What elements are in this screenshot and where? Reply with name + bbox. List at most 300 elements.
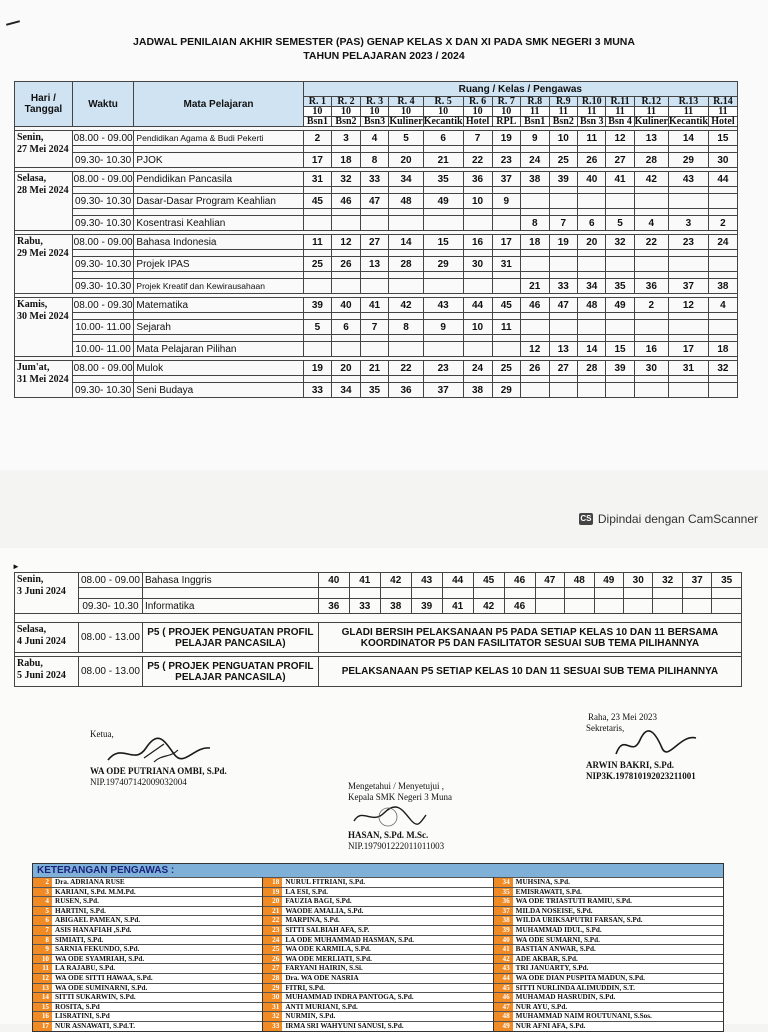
day-cell xyxy=(15,298,73,357)
pengawas-row xyxy=(263,1021,492,1031)
day-cell xyxy=(15,623,79,653)
room-k-8: 11 xyxy=(520,107,549,117)
pengawas-number: 36 xyxy=(634,279,668,294)
pengawas-number: 18 xyxy=(708,342,737,357)
pengawas-number: 37 xyxy=(669,279,709,294)
pengawas-row xyxy=(33,954,262,964)
pengawas-name: LISRATINI, S.Pd xyxy=(55,1012,110,1021)
time-cell: 09.30- 10.30 xyxy=(72,153,134,168)
document-title: JADWAL PENILAIAN AKHIR SEMESTER (PAS) GENAP KELAS X DAN XI PADA SMK NEGERI 3 MUNA xyxy=(133,36,635,48)
pengawas-number: 33 xyxy=(303,383,332,398)
pengawas-number: 19 xyxy=(549,235,578,250)
subject-cell: Dasar-Dasar Program Keahlian xyxy=(134,194,303,209)
pengawas-number: 41 xyxy=(360,298,389,313)
pengawas-number: 19 xyxy=(303,361,332,376)
pengawas-no: 17 xyxy=(33,1022,52,1031)
pengawas-number: 38 xyxy=(520,172,549,187)
pengawas-name: ADE AKBAR, S.Pd. xyxy=(515,954,578,963)
pengawas-row xyxy=(263,963,492,973)
pen-mark xyxy=(6,20,20,26)
mengetahui-label: Mengetahui / Menyetujui , xyxy=(348,781,444,791)
pengawas-number: 40 xyxy=(578,172,606,187)
pengawas-number: 30 xyxy=(623,573,652,588)
pengawas-number: 43 xyxy=(423,298,463,313)
pengawas-number: 30 xyxy=(708,153,737,168)
day-date: 27 Mei 2024 xyxy=(17,144,69,155)
pengawas-number xyxy=(389,216,423,231)
pengawas-row xyxy=(263,983,492,993)
pengawas-name: SITTI SALBIAH AFA, S.P. xyxy=(285,925,370,934)
day-cell xyxy=(15,361,73,398)
pengawas-name: MUHAMAD HASRUDIN, S.Pd. xyxy=(515,993,616,1002)
day-cell xyxy=(15,131,73,168)
pengawas-row xyxy=(263,896,492,906)
pengawas-no: 5 xyxy=(33,907,52,916)
room-r-14: R.14 xyxy=(708,97,737,107)
pengawas-number: 11 xyxy=(303,235,332,250)
pengawas-number: 32 xyxy=(653,573,682,588)
pengawas-number xyxy=(332,342,361,357)
pengawas-name: FAUZIA BAGI, S.Pd. xyxy=(285,897,352,906)
pengawas-number: 21 xyxy=(520,279,549,294)
pengawas-no: 27 xyxy=(263,964,282,973)
day-date: 4 Juni 2024 xyxy=(17,636,66,647)
row-gap xyxy=(15,187,738,194)
pengawas-number: 27 xyxy=(360,235,389,250)
pengawas-number: 7 xyxy=(463,131,492,146)
subject-cell: Mata Pelajaran Pilihan xyxy=(134,342,303,357)
pengawas-no: 4 xyxy=(33,897,52,906)
sekretaris-name: ARWIN BAKRI, S.Pd. xyxy=(586,760,674,770)
pengawas-name: MARPINA, S.Pd. xyxy=(285,916,340,925)
pengawas-row xyxy=(494,887,723,897)
room-k-7: 10 xyxy=(492,107,520,117)
pengawas-number xyxy=(669,257,709,272)
pengawas-number xyxy=(578,257,606,272)
pengawas-number: 26 xyxy=(578,153,606,168)
p5-note: GLADI BERSIH PELAKSANAAN P5 PADA SETIAP KELAS 10 DAN 11 BERSAMA KOORDINATOR P5 DAN FASILITATOR SESUAI SUB TEMA PILIHANNYA xyxy=(318,623,741,653)
subject-cell: Seni Budaya xyxy=(134,383,303,398)
pengawas-number: 44 xyxy=(708,172,737,187)
pengawas-row xyxy=(33,1021,262,1031)
pengawas-number: 40 xyxy=(318,573,349,588)
subject-cell: Projek IPAS xyxy=(134,257,303,272)
pengawas-no: 45 xyxy=(494,984,513,993)
pengawas-number: 16 xyxy=(634,342,668,357)
pengawas-number xyxy=(634,383,668,398)
pengawas-number: 29 xyxy=(669,153,709,168)
pengawas-number: 14 xyxy=(578,342,606,357)
room-k-9: 11 xyxy=(549,107,578,117)
pengawas-name: WILDA URIKSAPUTRI FARSAN, S.Pd. xyxy=(515,916,643,925)
schedule-row xyxy=(15,194,738,209)
pengawas-name: HARTINI, S.Pd. xyxy=(55,906,106,915)
pengawas-number: 10 xyxy=(463,194,492,209)
pengawas-number: 6 xyxy=(578,216,606,231)
pengawas-number: 35 xyxy=(423,172,463,187)
room-r-7: R. 7 xyxy=(492,97,520,107)
pengawas-row xyxy=(33,944,262,954)
day-date: 3 Juni 2024 xyxy=(17,586,66,597)
pengawas-number: 3 xyxy=(669,216,709,231)
pengawas-number xyxy=(682,599,711,614)
pengawas-no: 24 xyxy=(263,936,282,945)
pengawas-name: SIMIATI, S.Pd. xyxy=(55,935,104,944)
pengawas-number xyxy=(520,194,549,209)
pengawas-no: 49 xyxy=(494,1022,513,1031)
pengawas-name: LA ESI, S.Pd. xyxy=(285,887,328,896)
pengawas-number: 24 xyxy=(463,361,492,376)
pengawas-number: 35 xyxy=(712,573,742,588)
room-r-12: R.12 xyxy=(634,97,668,107)
pengawas-number xyxy=(634,194,668,209)
pengawas-name: FARYANI HAIRIN, S.Si. xyxy=(285,964,363,973)
pengawas-row xyxy=(494,973,723,983)
pengawas-number: 12 xyxy=(606,131,634,146)
pengawas-name: LA RAJABU, S.Pd. xyxy=(55,964,116,973)
pengawas-number xyxy=(492,216,520,231)
pengawas-name: MUHSINA, S.Pd. xyxy=(515,878,570,886)
pengawas-number xyxy=(578,383,606,398)
room-j-9: Bsn2 xyxy=(549,117,578,127)
pengawas-number xyxy=(653,599,682,614)
day-date: 5 Juni 2024 xyxy=(17,670,66,681)
pengawas-no: 18 xyxy=(263,878,282,887)
header-mapel: Mata Pelajaran xyxy=(134,82,303,127)
schedule-row xyxy=(15,573,742,588)
pengawas-name: SITTI SUKARWIN, S.Pd. xyxy=(55,993,136,1002)
time-cell: 09.30- 10.30 xyxy=(72,279,134,294)
schedule-row xyxy=(15,131,738,146)
pengawas-no: 37 xyxy=(494,907,513,916)
pengawas-number xyxy=(423,279,463,294)
day-name: Selasa, xyxy=(17,173,47,184)
pengawas-number xyxy=(492,279,520,294)
pengawas-row xyxy=(263,906,492,916)
pengawas-name: EMISRAWATI, S.Pd. xyxy=(515,887,582,896)
pengawas-row xyxy=(33,1011,262,1021)
pengawas-number: 34 xyxy=(332,383,361,398)
pengawas-no: 48 xyxy=(494,1012,513,1021)
subject-cell: P5 ( PROJEK PENGUATAN PROFIL PELAJAR PANCASILA) xyxy=(142,623,318,653)
pengawas-number: 10 xyxy=(463,320,492,335)
pengawas-column-1 xyxy=(33,877,263,1031)
pengawas-name: ABIGAEL PAMEAN, S.Pd. xyxy=(55,916,141,925)
schedule-row xyxy=(15,235,738,250)
room-r-13: R.13 xyxy=(669,97,709,107)
pengawas-number: 14 xyxy=(669,131,709,146)
pengawas-no: 47 xyxy=(494,1003,513,1012)
pengawas-number: 8 xyxy=(520,216,549,231)
subject-cell: Bahasa Indonesia xyxy=(134,235,303,250)
time-cell: 10.00- 11.00 xyxy=(72,342,134,357)
day-name: Jum'at, xyxy=(17,362,50,373)
pengawas-number: 6 xyxy=(423,131,463,146)
pengawas-no: 26 xyxy=(263,955,282,964)
pengawas-number: 14 xyxy=(389,235,423,250)
room-k-3: 10 xyxy=(360,107,389,117)
pengawas-number: 15 xyxy=(708,131,737,146)
pengawas-number: 49 xyxy=(594,573,623,588)
pengawas-row xyxy=(263,992,492,1002)
pengawas-number: 4 xyxy=(360,131,389,146)
pengawas-number: 23 xyxy=(423,361,463,376)
pengawas-number xyxy=(520,320,549,335)
pengawas-number xyxy=(669,320,709,335)
pengawas-number xyxy=(520,257,549,272)
room-j-10: Bsn 3 xyxy=(578,117,606,127)
pengawas-number: 5 xyxy=(303,320,332,335)
pengawas-name: ANTI MURIANI, S.Pd. xyxy=(285,1002,358,1011)
schedule-page-1 xyxy=(0,0,768,470)
time-cell: 09.30- 10.30 xyxy=(72,383,134,398)
room-r-1: R. 1 xyxy=(303,97,332,107)
pengawas-number: 8 xyxy=(360,153,389,168)
room-j-6: Hotel xyxy=(463,117,492,127)
room-k-4: 10 xyxy=(389,107,423,117)
pengawas-row xyxy=(263,973,492,983)
document-subtitle: TAHUN PELAJARAN 2023 / 2024 xyxy=(303,50,465,62)
pengawas-row xyxy=(33,925,262,935)
pengawas-no: 13 xyxy=(33,984,52,993)
pengawas-number: 46 xyxy=(332,194,361,209)
pengawas-name: SITTI NURLINDA ALIMUDDIN, S.T. xyxy=(515,983,635,992)
subject-cell: Matematika xyxy=(134,298,303,313)
pengawas-name: LA ODE MUHAMMAD HASMAN, S.Pd. xyxy=(285,935,415,944)
pengawas-row xyxy=(263,1002,492,1012)
schedule-row xyxy=(15,383,738,398)
row-gap xyxy=(15,313,738,320)
pengawas-number: 26 xyxy=(520,361,549,376)
pengawas-number: 24 xyxy=(520,153,549,168)
pengawas-row xyxy=(494,925,723,935)
pengawas-no: 8 xyxy=(33,936,52,945)
header-row xyxy=(15,82,738,97)
pengawas-row xyxy=(494,877,723,887)
camscanner-icon: CS xyxy=(580,514,592,523)
pengawas-number xyxy=(360,216,389,231)
subject-cell: Pendidikan Pancasila xyxy=(134,172,303,187)
keterangan-pengawas xyxy=(32,863,724,1032)
header-waktu: Waktu xyxy=(72,82,134,127)
row-gap xyxy=(15,146,738,153)
pengawas-row xyxy=(33,983,262,993)
pengawas-row xyxy=(263,935,492,945)
pengawas-name: MUHAMMAD INDRA PANTOGA, S.Pd. xyxy=(285,993,414,1002)
pengawas-no: 38 xyxy=(494,916,513,925)
pengawas-number xyxy=(549,194,578,209)
keterangan-title: KETERANGAN PENGAWAS : xyxy=(33,864,723,877)
pengawas-number: 2 xyxy=(634,298,668,313)
schedule-row xyxy=(15,172,738,187)
room-j-14: Hotel xyxy=(708,117,737,127)
pengawas-number: 5 xyxy=(606,216,634,231)
ketua-nip: NIP.197407142009032004 xyxy=(90,777,187,787)
pengawas-row xyxy=(33,1002,262,1012)
room-r-6: R. 6 xyxy=(463,97,492,107)
pengawas-number: 6 xyxy=(332,320,361,335)
pengawas-row xyxy=(494,1002,723,1012)
pengawas-number xyxy=(360,342,389,357)
pengawas-no: 41 xyxy=(494,945,513,954)
pengawas-number: 35 xyxy=(606,279,634,294)
pengawas-number: 28 xyxy=(389,257,423,272)
pengawas-number xyxy=(708,257,737,272)
pengawas-number xyxy=(463,216,492,231)
pengawas-number: 2 xyxy=(303,131,332,146)
day-name: Senin, xyxy=(17,574,44,585)
pengawas-number: 4 xyxy=(634,216,668,231)
time-cell: 08.00 - 13.00 xyxy=(78,623,142,653)
room-j-4: Kuliner xyxy=(389,116,423,127)
pengawas-no: 30 xyxy=(263,993,282,1002)
pengawas-name: WA ODE TRIASTUTI RAMIU, S.Pd. xyxy=(515,897,632,906)
pengawas-number: 47 xyxy=(360,194,389,209)
subject-cell: Kosentrasi Keahlian xyxy=(134,216,303,231)
day-cell xyxy=(15,172,73,231)
pengawas-number: 30 xyxy=(463,257,492,272)
pengawas-name: WA ODE SUMARNI, S.Pd. xyxy=(515,935,600,944)
pengawas-number: 43 xyxy=(669,172,709,187)
ketua-label: Ketua, xyxy=(90,729,114,739)
pengawas-no: 33 xyxy=(263,1022,282,1031)
pengawas-no: 39 xyxy=(494,926,513,935)
pengawas-row xyxy=(33,963,262,973)
pengawas-row xyxy=(494,1011,723,1021)
pengawas-row xyxy=(33,887,262,897)
pengawas-no: 3 xyxy=(33,888,52,897)
time-cell: 09.30- 10.30 xyxy=(72,216,134,231)
pengawas-number: 18 xyxy=(332,153,361,168)
row-gap xyxy=(15,250,738,257)
pengawas-row xyxy=(494,906,723,916)
room-r-2: R. 2 xyxy=(332,97,361,107)
day-name: Selasa, xyxy=(17,624,47,635)
pengawas-number: 47 xyxy=(549,298,578,313)
pengawas-number: 25 xyxy=(492,361,520,376)
pengawas-no: 22 xyxy=(263,916,282,925)
pengawas-number: 9 xyxy=(423,320,463,335)
pengawas-name: WA ODE SUMINARNI, S.Pd. xyxy=(55,983,148,992)
room-j-3: Bsn3 xyxy=(360,117,389,127)
pengawas-number: 39 xyxy=(303,298,332,313)
pengawas-number: 31 xyxy=(492,257,520,272)
pengawas-number: 10 xyxy=(549,131,578,146)
pengawas-number: 27 xyxy=(549,361,578,376)
pengawas-number: 22 xyxy=(634,235,668,250)
ketua-signature xyxy=(104,736,214,766)
pengawas-no: 7 xyxy=(33,926,52,935)
pengawas-number: 17 xyxy=(303,153,332,168)
schedule-row xyxy=(15,298,738,313)
pengawas-number xyxy=(389,342,423,357)
pengawas-number: 23 xyxy=(669,235,709,250)
pengawas-name: WA ODE SITTI HAWAA, S.Pd. xyxy=(55,973,153,982)
pengawas-number: 39 xyxy=(411,599,442,614)
pengawas-no: 10 xyxy=(33,955,52,964)
time-cell: 09.30- 10.30 xyxy=(78,599,142,614)
pengawas-no: 2 xyxy=(33,878,52,887)
room-r-3: R. 3 xyxy=(360,97,389,107)
pengawas-number: 45 xyxy=(492,298,520,313)
pengawas-number xyxy=(332,216,361,231)
pengawas-number: 42 xyxy=(473,599,504,614)
pengawas-number: 22 xyxy=(463,153,492,168)
pengawas-no: 6 xyxy=(33,916,52,925)
room-k-5: 10 xyxy=(423,107,463,117)
pengawas-number: 22 xyxy=(389,361,423,376)
pengawas-number xyxy=(463,342,492,357)
time-cell: 08.00 - 09.00 xyxy=(78,573,142,588)
pengawas-no: 19 xyxy=(263,888,282,897)
day-name: Kamis, xyxy=(17,299,48,310)
pengawas-row xyxy=(33,992,262,1002)
pengawas-number: 35 xyxy=(360,383,389,398)
ketua-name: WA ODE PUTRIANA OMBI, S.Pd. xyxy=(90,766,227,776)
row-gap xyxy=(15,376,738,383)
pengawas-number: 37 xyxy=(682,573,711,588)
room-k-14: 11 xyxy=(708,107,737,117)
pengawas-number: 25 xyxy=(549,153,578,168)
pengawas-number: 13 xyxy=(360,257,389,272)
pengawas-number: 46 xyxy=(504,599,535,614)
pengawas-number xyxy=(669,194,709,209)
pengawas-name: BASTIAN ANWAR, S.Pd. xyxy=(515,945,596,954)
pengawas-no: 14 xyxy=(33,993,52,1002)
room-r-4: R. 4 xyxy=(389,97,423,107)
pengawas-number: 7 xyxy=(360,320,389,335)
day-name: Rabu, xyxy=(17,658,43,669)
pengawas-number: 4 xyxy=(708,298,737,313)
pengawas-no: 46 xyxy=(494,993,513,1002)
pengawas-number: 38 xyxy=(463,383,492,398)
pengawas-name: Dra. ADRIANA RUSE xyxy=(55,878,125,886)
schedule-row xyxy=(15,320,738,335)
pengawas-number: 28 xyxy=(634,153,668,168)
pengawas-number: 24 xyxy=(708,235,737,250)
pengawas-number: 28 xyxy=(578,361,606,376)
sekretaris-label: Sekretaris, xyxy=(586,723,625,733)
pengawas-number: 13 xyxy=(634,131,668,146)
pengawas-number: 32 xyxy=(708,361,737,376)
header-hari: Hari / Tanggal xyxy=(15,82,73,127)
subject-cell: Pendidikan Agama & Budi Pekerti xyxy=(134,131,303,146)
pengawas-number xyxy=(669,383,709,398)
pengawas-number: 45 xyxy=(473,573,504,588)
pengawas-number: 2 xyxy=(708,216,737,231)
pengawas-number: 37 xyxy=(423,383,463,398)
pengawas-row xyxy=(494,935,723,945)
pengawas-row xyxy=(494,915,723,925)
pengawas-no: 35 xyxy=(494,888,513,897)
pengawas-number: 36 xyxy=(463,172,492,187)
pengawas-name: NUR AFNI AFA, S.Pd. xyxy=(515,1021,586,1030)
pengawas-number: 13 xyxy=(549,342,578,357)
pengawas-no: 15 xyxy=(33,1003,52,1012)
room-k-10: 11 xyxy=(578,107,606,117)
pengawas-number: 31 xyxy=(303,172,332,187)
arrow-marker: ► xyxy=(12,562,20,571)
pengawas-number xyxy=(708,383,737,398)
pengawas-number: 46 xyxy=(504,573,535,588)
pengawas-number xyxy=(549,257,578,272)
pengawas-number: 48 xyxy=(565,573,594,588)
pengawas-number xyxy=(549,383,578,398)
pengawas-number: 40 xyxy=(332,298,361,313)
pengawas-number: 41 xyxy=(442,599,473,614)
pengawas-name: Dra. WA ODE NASRIA xyxy=(285,973,359,982)
pengawas-row xyxy=(494,896,723,906)
